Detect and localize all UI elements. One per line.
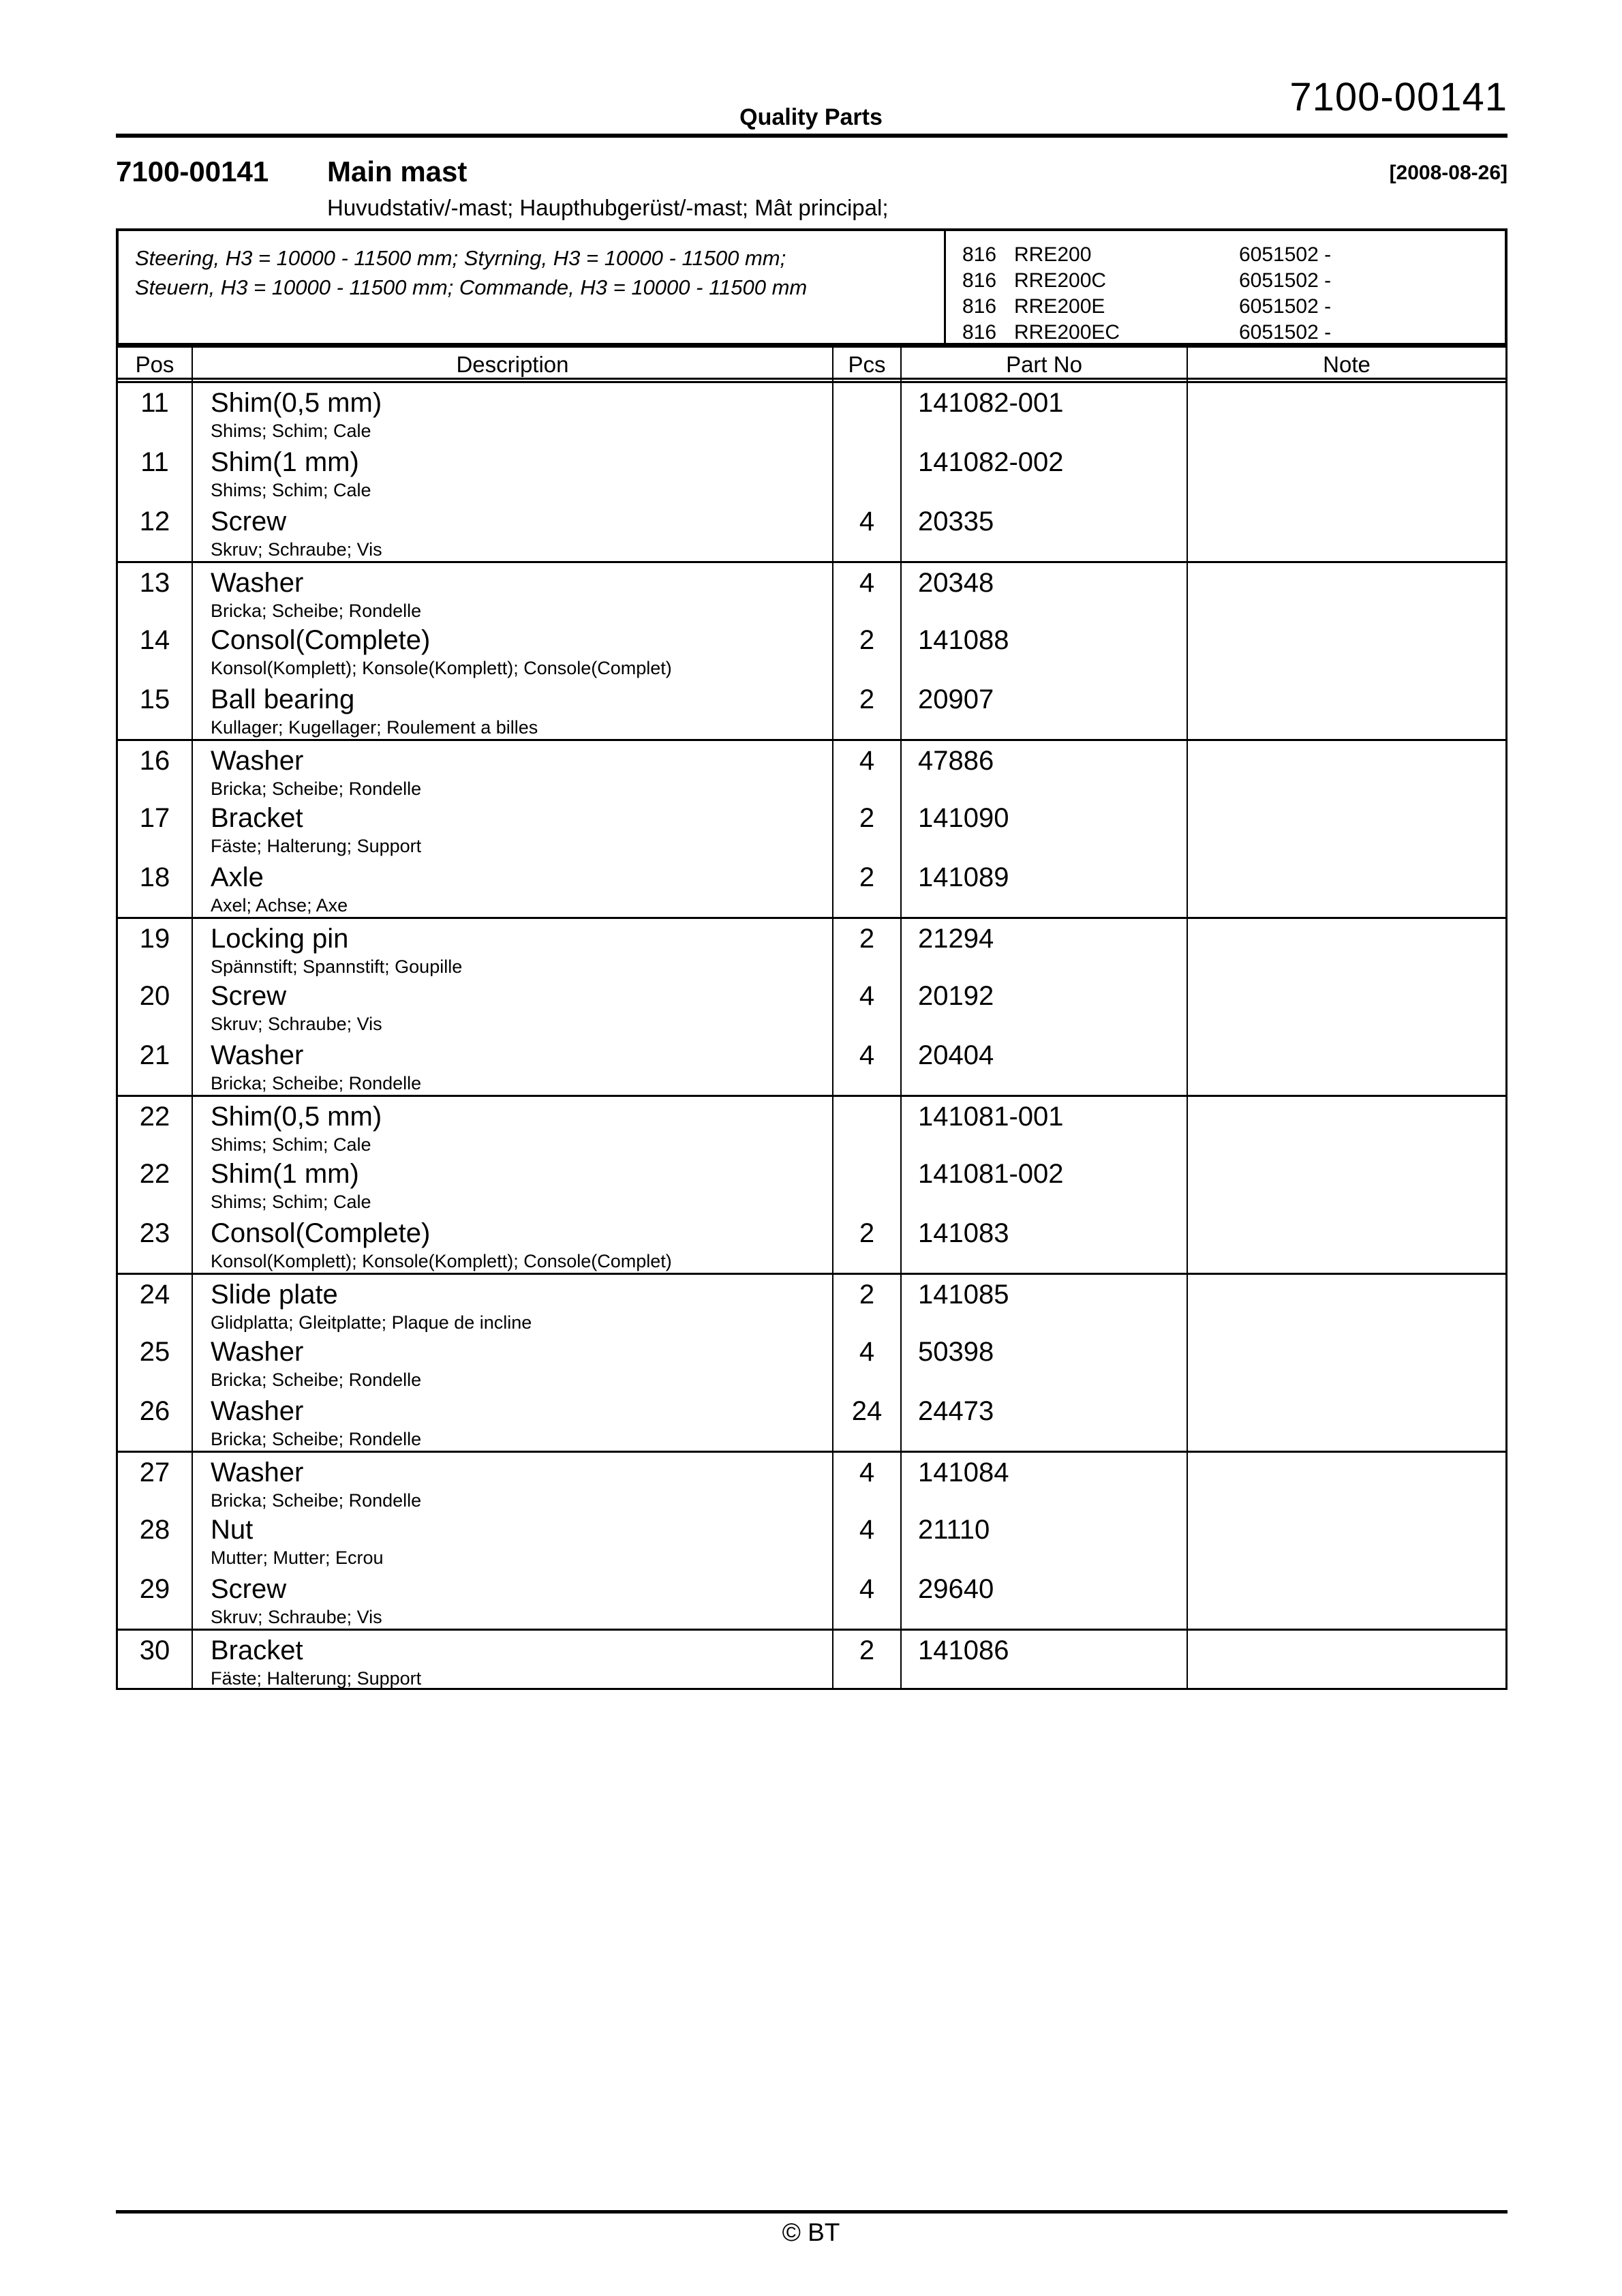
model-name: RRE200 (1014, 243, 1092, 266)
info-description-line: Steuern, H3 = 10000 - 11500 mm; Commande, H3 = 10000 - 11500 mm (135, 275, 808, 299)
col-header-part-no: Part No (902, 348, 1188, 382)
table-row (118, 1273, 1505, 1332)
description-sub: Bricka; Scheibe; Rondelle (211, 1370, 422, 1390)
description-main: Shim(0,5 mm) (211, 388, 382, 418)
description-sub: Konsol(Komplett); Konsole(Komplett); Console(Complet) (211, 658, 672, 678)
description-cell (193, 1154, 833, 1213)
part-no-cell: 20907 (902, 680, 1188, 739)
pcs-cell: 2 (833, 858, 902, 917)
part-no-cell: 24473 (902, 1391, 1188, 1451)
part-no-cell: 141082-001 (902, 383, 1188, 442)
info-model-row (962, 320, 1505, 346)
col-header-pcs: Pcs (833, 348, 902, 382)
part-no-cell: 141085 (902, 1275, 1188, 1332)
footer-rule (116, 2210, 1508, 2214)
table-row (118, 620, 1505, 680)
copyright: © BT (782, 2218, 840, 2246)
model-qty: 816 (962, 269, 997, 292)
table-row (118, 1629, 1505, 1688)
pcs-cell: 4 (833, 1510, 902, 1569)
pos-cell: 15 (118, 680, 193, 739)
note-cell (1188, 1036, 1505, 1095)
pos-cell: 24 (118, 1275, 193, 1332)
description-main: Washer (211, 1337, 304, 1367)
note-cell (1188, 1154, 1505, 1213)
description-sub: Skruv; Schraube; Vis (211, 1607, 382, 1627)
pos-cell: 20 (118, 976, 193, 1036)
table-row (118, 680, 1505, 739)
description-sub: Bricka; Scheibe; Rondelle (211, 1073, 422, 1093)
description-main: Shim(0,5 mm) (211, 1102, 382, 1132)
col-header-description: Description (193, 348, 833, 382)
description-cell (193, 976, 833, 1036)
description-cell (193, 563, 833, 620)
title-row (116, 154, 1508, 191)
description-main: Bracket (211, 803, 303, 833)
description-cell (193, 1213, 833, 1273)
table-row (118, 1569, 1505, 1629)
pcs-cell (833, 383, 902, 442)
table-row (118, 1332, 1505, 1391)
note-cell (1188, 741, 1505, 798)
description-cell (193, 442, 833, 502)
table-header (118, 348, 1505, 383)
table-row (118, 1036, 1505, 1095)
pos-cell: 30 (118, 1631, 193, 1688)
description-main: Washer (211, 568, 304, 598)
description-cell (193, 1631, 833, 1688)
part-no-cell: 20192 (902, 976, 1188, 1036)
revision-date: [2008-08-26] (1389, 162, 1508, 184)
description-cell (193, 1453, 833, 1510)
description-main: Consol(Complete) (211, 625, 431, 655)
description-sub: Fäste; Halterung; Support (211, 836, 422, 856)
note-cell (1188, 502, 1505, 561)
table-row (118, 1451, 1505, 1510)
table-row (118, 502, 1505, 561)
part-no-cell: 141081-001 (902, 1097, 1188, 1154)
description-sub: Bricka; Scheibe; Rondelle (211, 1490, 422, 1510)
table-row (118, 739, 1505, 798)
pos-cell: 18 (118, 858, 193, 917)
description-cell (193, 502, 833, 561)
model-name: RRE200EC (1014, 321, 1120, 344)
description-cell (193, 919, 833, 976)
pcs-cell: 4 (833, 563, 902, 620)
note-cell (1188, 976, 1505, 1036)
info-model-row (962, 242, 1505, 268)
page-title: Main mast (327, 155, 468, 187)
model-serial: 6051502 - (1239, 295, 1332, 318)
description-sub: Skruv; Schraube; Vis (211, 539, 382, 560)
part-no-cell: 20335 (902, 502, 1188, 561)
description-cell (193, 1391, 833, 1451)
pos-cell: 22 (118, 1154, 193, 1213)
note-cell (1188, 680, 1505, 739)
pos-cell: 23 (118, 1213, 193, 1273)
model-serial: 6051502 - (1239, 243, 1332, 266)
description-sub: Bricka; Scheibe; Rondelle (211, 779, 422, 798)
description-main: Locking pin (211, 924, 349, 954)
part-no-cell: 141084 (902, 1453, 1188, 1510)
note-cell (1188, 563, 1505, 620)
description-sub: Shims; Schim; Cale (211, 1192, 371, 1212)
table-row (118, 798, 1505, 858)
description-main: Washer (211, 746, 304, 776)
model-qty: 816 (962, 243, 997, 266)
pos-cell: 17 (118, 798, 193, 858)
table-row (118, 561, 1505, 620)
description-cell (193, 1097, 833, 1154)
description-cell (193, 620, 833, 680)
description-cell (193, 858, 833, 917)
page-header-title: Quality Parts (739, 104, 883, 130)
table-row (118, 383, 1505, 442)
description-sub: Shims; Schim; Cale (211, 1134, 371, 1154)
description-main: Washer (211, 1396, 304, 1426)
description-sub: Fäste; Halterung; Support (211, 1668, 422, 1688)
info-model-row (962, 268, 1505, 294)
note-cell (1188, 1097, 1505, 1154)
description-main: Slide plate (211, 1280, 338, 1310)
description-main: Washer (211, 1457, 304, 1487)
title-doc-number: 7100-00141 (116, 155, 269, 187)
header-rule (116, 134, 1508, 138)
note-cell (1188, 1332, 1505, 1391)
table-body (118, 383, 1505, 1688)
description-sub: Spännstift; Spannstift; Goupille (211, 956, 463, 976)
description-main: Shim(1 mm) (211, 447, 359, 477)
part-no-cell: 141081-002 (902, 1154, 1188, 1213)
pos-cell: 27 (118, 1453, 193, 1510)
info-model-row (962, 294, 1505, 320)
pcs-cell: 2 (833, 919, 902, 976)
pcs-cell: 4 (833, 1569, 902, 1629)
pcs-cell (833, 442, 902, 502)
note-cell (1188, 858, 1505, 917)
description-cell (193, 1332, 833, 1391)
pcs-cell: 4 (833, 1036, 902, 1095)
table-row (118, 1095, 1505, 1154)
description-cell (193, 383, 833, 442)
description-sub: Bricka; Scheibe; Rondelle (211, 1429, 422, 1449)
model-qty: 816 (962, 295, 997, 318)
note-cell (1188, 1453, 1505, 1510)
info-model-list (946, 231, 1505, 343)
model-serial: 6051502 - (1239, 321, 1332, 344)
table-row (118, 858, 1505, 917)
part-no-cell: 20404 (902, 1036, 1188, 1095)
note-cell (1188, 1631, 1505, 1688)
pos-cell: 11 (118, 442, 193, 502)
table-row (118, 1510, 1505, 1569)
description-main: Shim(1 mm) (211, 1159, 359, 1189)
description-sub: Mutter; Mutter; Ecrou (211, 1547, 384, 1568)
note-cell (1188, 442, 1505, 502)
part-no-cell: 21110 (902, 1510, 1188, 1569)
parts-table (116, 346, 1508, 1690)
part-no-cell: 47886 (902, 741, 1188, 798)
pos-cell: 22 (118, 1097, 193, 1154)
pcs-cell: 2 (833, 1631, 902, 1688)
description-cell (193, 798, 833, 858)
description-main: Washer (211, 1040, 304, 1070)
description-cell (193, 1275, 833, 1332)
table-row (118, 976, 1505, 1036)
pos-cell: 13 (118, 563, 193, 620)
model-name: RRE200E (1014, 295, 1105, 318)
description-cell (193, 1510, 833, 1569)
description-sub: Skruv; Schraube; Vis (211, 1014, 382, 1034)
part-no-cell: 141089 (902, 858, 1188, 917)
pcs-cell (833, 1154, 902, 1213)
pcs-cell: 4 (833, 1453, 902, 1510)
page-subtitle: Huvudstativ/-mast; Haupthubgerüst/-mast; Mât principal; (327, 195, 889, 220)
description-sub: Shims; Schim; Cale (211, 480, 371, 500)
pcs-cell: 4 (833, 976, 902, 1036)
col-header-note: Note (1323, 352, 1371, 377)
note-cell (1188, 1275, 1505, 1332)
pcs-cell: 2 (833, 798, 902, 858)
description-main: Axle (211, 862, 264, 892)
pos-cell: 16 (118, 741, 193, 798)
model-name: RRE200C (1014, 269, 1107, 292)
pcs-cell: 4 (833, 502, 902, 561)
pcs-cell: 4 (833, 741, 902, 798)
part-no-cell: 141082-002 (902, 442, 1188, 502)
pos-cell: 12 (118, 502, 193, 561)
note-cell (1188, 1510, 1505, 1569)
note-cell (1188, 1391, 1505, 1451)
part-no-cell: 141083 (902, 1213, 1188, 1273)
part-no-cell: 141088 (902, 620, 1188, 680)
pos-cell: 19 (118, 919, 193, 976)
note-cell (1188, 919, 1505, 976)
description-cell (193, 1569, 833, 1629)
note-cell (1188, 1213, 1505, 1273)
note-cell (1188, 620, 1505, 680)
description-main: Screw (211, 981, 287, 1011)
pos-cell: 29 (118, 1569, 193, 1629)
part-no-cell: 20348 (902, 563, 1188, 620)
pcs-cell (833, 1097, 902, 1154)
description-main: Consol(Complete) (211, 1218, 431, 1248)
description-sub: Konsol(Komplett); Konsole(Komplett); Console(Complet) (211, 1251, 672, 1271)
part-no-cell: 141086 (902, 1631, 1188, 1688)
description-main: Bracket (211, 1635, 303, 1665)
description-cell (193, 1036, 833, 1095)
part-no-cell: 21294 (902, 919, 1188, 976)
description-sub: Axel; Achse; Axe (211, 895, 348, 916)
pos-cell: 21 (118, 1036, 193, 1095)
part-no-cell: 141090 (902, 798, 1188, 858)
description-sub: Shims; Schim; Cale (211, 421, 371, 441)
pos-cell: 25 (118, 1332, 193, 1391)
description-main: Screw (211, 1574, 287, 1604)
pcs-cell: 2 (833, 1275, 902, 1332)
pcs-cell: 2 (833, 680, 902, 739)
description-sub: Bricka; Scheibe; Rondelle (211, 601, 422, 620)
description-main: Nut (211, 1515, 254, 1545)
table-row (118, 917, 1505, 976)
model-qty: 816 (962, 321, 997, 344)
description-main: Ball bearing (211, 684, 355, 714)
note-cell (1188, 1569, 1505, 1629)
model-serial: 6051502 - (1239, 269, 1332, 292)
col-header-pos: Pos (118, 348, 193, 382)
doc-number: 7100-00141 (1289, 75, 1508, 119)
description-cell (193, 741, 833, 798)
pos-cell: 14 (118, 620, 193, 680)
part-no-cell: 50398 (902, 1332, 1188, 1391)
description-main: Screw (211, 507, 287, 537)
part-no-cell: 29640 (902, 1569, 1188, 1629)
note-cell (1188, 798, 1505, 858)
description-sub: Glidplatta; Gleitplatte; Plaque de incline (211, 1312, 532, 1332)
description-cell (193, 680, 833, 739)
pcs-cell: 4 (833, 1332, 902, 1391)
pcs-cell: 2 (833, 1213, 902, 1273)
pos-cell: 26 (118, 1391, 193, 1451)
table-row (118, 1154, 1505, 1213)
info-box (116, 228, 1508, 346)
table-row (118, 1391, 1505, 1451)
description-sub: Kullager; Kugellager; Roulement a billes (211, 717, 538, 738)
note-cell (1188, 383, 1505, 442)
info-description (119, 231, 946, 343)
table-row (118, 442, 1505, 502)
pcs-cell: 2 (833, 620, 902, 680)
pos-cell: 11 (118, 383, 193, 442)
pos-cell: 28 (118, 1510, 193, 1569)
pcs-cell: 24 (833, 1391, 902, 1451)
info-description-line: Steering, H3 = 10000 - 11500 mm; Styrning, H3 = 10000 - 11500 mm; (135, 246, 786, 270)
table-row (118, 1213, 1505, 1273)
